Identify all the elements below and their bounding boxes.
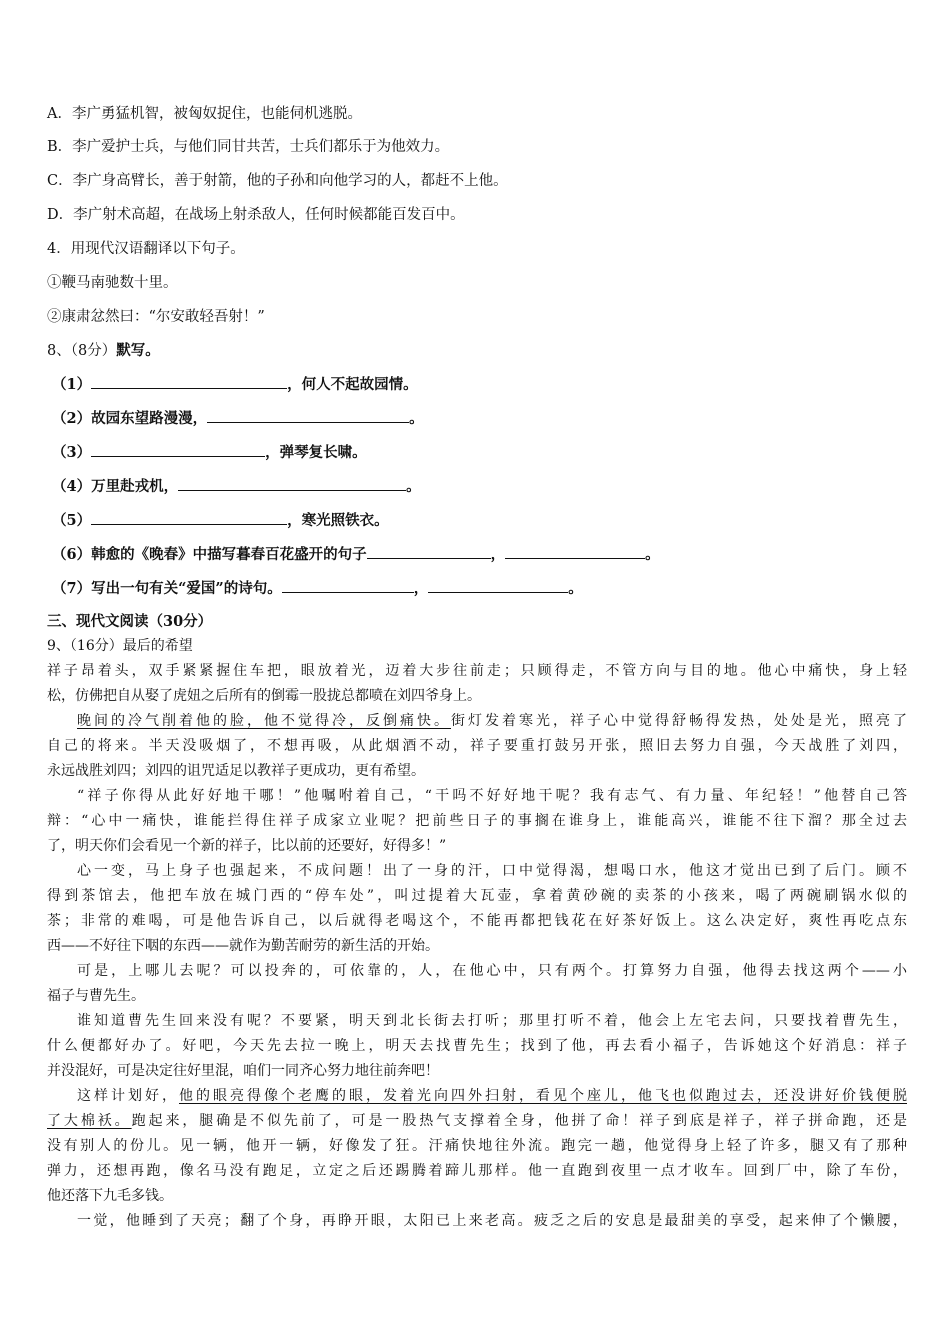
q8-title: 默写。 (116, 342, 160, 359)
q8-line-7 (52, 578, 583, 599)
answer-blank-7b[interactable] (428, 578, 568, 593)
paragraph-line: 一觉，他睡到了天亮；翻了个身，再睁开眼，太阳已上来老高。疲乏之后的安息是最甜美的享受，起来伸了个懒腰， (77, 1213, 907, 1229)
q8-line-4-text: （4）万里赴戎机， (52, 478, 179, 495)
paragraph-line-start: 这样计划好， (77, 1088, 179, 1104)
q4-sentence-2: ②康肃忿然曰：“尔安敢轻吾射！” (47, 309, 265, 325)
paragraph-line: “祥子你得从此好好地干哪！”他嘱咐着自己，“干吗不好好地干呢？我有志气、有力量、年纪轻！”他替自己答 (77, 788, 907, 804)
paragraph-line: 祥子昂着头，双手紧紧握住车把，眼放着光，迈着大步往前走；只顾得走，不管方向与目的地。他心中痛快，身上轻 (47, 663, 907, 679)
paragraph-line: 福子与曹先生。 (47, 988, 145, 1004)
paragraph-line: 辩：“心中一痛快，谁能拦得住祥子成家立业呢？把前些日子的事搁在谁身上，谁能高兴，谁能不往下溜？那全过去 (47, 813, 907, 829)
paragraph-line (47, 1111, 907, 1131)
paragraph-line: 心一变，马上身子也强起来，不成问题！出了一身的汗，口中觉得渴，想喝口水，他这才觉出已到了后门。顾不 (77, 863, 907, 879)
paragraph-line-rest: 跑起来，腿确是不似先前了，可是一股热气支撑着全身，他拼了命！祥子到底是祥子，祥子拼命跑，还是 (131, 1113, 908, 1129)
q8-line-4 (52, 476, 421, 497)
section-3-heading: 三、现代文阅读（30分） (47, 613, 213, 630)
q8-line-2-end: 。 (409, 410, 424, 427)
paragraph-line: 自己的将来。半天没吸烟了，不想再吸，从此烟酒不动，祥子要重打鼓另开张，照旧去努力自强，今天战胜了刘四， (47, 738, 907, 754)
q8-line-6 (52, 544, 660, 565)
paragraph-line: 他还落下九毛多钱。 (47, 1188, 173, 1204)
option-d: D．李广射术高超，在战场上射杀敌人，任何时候都能百发百中。 (47, 207, 465, 223)
answer-blank-5[interactable] (91, 510, 287, 525)
paragraph-line: 得到茶馆去，他把车放在城门西的“停车处”，叫过提着大瓦壶，拿着黄砂碗的卖茶的小孩来，喝了两碗刷锅水似的 (47, 888, 907, 904)
q8-line-5-label: （5） (52, 512, 92, 529)
q8-line-3-label: （3） (52, 444, 92, 461)
q8-line-3 (52, 442, 367, 463)
option-a: A．李广勇猛机智，被匈奴捉住，也能伺机逃脱。 (47, 106, 362, 122)
answer-blank-3[interactable] (91, 442, 265, 457)
answer-blank-4[interactable] (178, 476, 406, 491)
underlined-sentence-2-end: 了大棉袄。 (47, 1113, 132, 1129)
q8-line-1-label: （1） (52, 376, 92, 393)
paragraph-line (77, 1086, 907, 1106)
underlined-sentence-2: 他的眼亮得像个老鹰的眼，发着光向四外扫射，看见个座儿，他飞也似跑过去，还没讲好价钱便脱 (179, 1088, 907, 1104)
paragraph-line: 没有别人的份儿。见一辆，他开一辆，好像发了狂。汗痛快地往外流。跑完一趟，他觉得身上轻了许多，腿又有了那种 (47, 1138, 907, 1154)
paragraph-line: 了，明天你们会看见一个新的祥子，比以前的还要好，好得多！” (47, 838, 447, 854)
paragraph-line: 什么便都好办了。好吧，今天先去拉一晚上，明天去找曹先生；找到了他，再去看小福子，告诉她这个好消息：祥子 (47, 1038, 907, 1054)
paragraph-line-rest: 街灯发着寒光，祥子心中觉得舒畅得发热，处处是光，照亮了 (451, 713, 907, 729)
paragraph-line: 谁知道曹先生回来没有呢？不要紧，明天到北长街去打听；那里打听不着，他会上左宅去问，只要找着曹先生， (77, 1013, 907, 1029)
q9-heading: 9、（16分）最后的希望 (47, 638, 193, 654)
paragraph-line: 茶；非常的难喝，可是他告诉自己，以后就得老喝这个，不能再都把钱花在好茶好饭上。这么决定好，爽性再吃点东 (47, 913, 907, 929)
q8-line-3-text: ，弹琴复长啸。 (265, 444, 367, 461)
option-c: C．李广身高臂长，善于射箭，他的子孙和向他学习的人，都赶不上他。 (47, 173, 508, 189)
paragraph-line: 可是，上哪儿去呢？可以投奔的，可依靠的，人，在他心中，只有两个。打算努力自强，他得去找这两个——小 (77, 963, 907, 979)
q4-sentence-1: ①鞭马南驰数十里。 (47, 275, 178, 291)
q8-line-5-text: ，寒光照铁衣。 (287, 512, 389, 529)
q8-line-1-text: ，何人不起故园情。 (287, 376, 418, 393)
q8-line-6-end: 。 (645, 546, 660, 563)
q8-line-7-end: 。 (568, 580, 583, 597)
q8-number: 8、（8分） (47, 343, 117, 359)
answer-blank-2[interactable] (207, 408, 409, 423)
underlined-sentence-1: 晚间的冷气削着他的脸，他不觉得冷，反倒痛快。 (77, 713, 451, 729)
q8-line-7-comma: ， (413, 580, 429, 597)
q8-line-2-text: （2）故园东望路漫漫， (52, 410, 208, 427)
q8-line-1 (52, 374, 418, 395)
paragraph-line: 弹力，还想再跑，像名马没有跑足，立定之后还踢腾着蹄儿那样。他一直跑到夜里一点才收车。回到厂中，除了车份， (47, 1163, 907, 1179)
q8-line-4-end: 。 (406, 478, 421, 495)
paragraph-line: 并没混好，可是决定往好里混，咱们一同齐心努力地往前奔吧！ (47, 1063, 439, 1079)
q8-line-5 (52, 510, 389, 531)
answer-blank-6b[interactable] (505, 544, 645, 559)
answer-blank-7a[interactable] (282, 578, 414, 593)
option-b: B．李广爱护士兵，与他们同甘共苦，士兵们都乐于为他效力。 (47, 139, 450, 155)
paragraph-line: 松，仿佛把自从娶了虎妞之后所有的倒霉一股拢总都喷在刘四爷身上。 (47, 688, 481, 704)
q8-line-2 (52, 408, 424, 429)
answer-blank-1[interactable] (91, 374, 287, 389)
paragraph-line: 西——不好往下咽的东西——就作为勤苦耐劳的新生活的开始。 (47, 938, 439, 954)
paragraph-line (77, 711, 907, 731)
answer-blank-6a[interactable] (367, 544, 491, 559)
q8-line-6-comma: ， (490, 546, 506, 563)
q8-heading (47, 341, 160, 361)
q8-line-6-text: （6）韩愈的《晚春》中描写暮春百花盛开的句子 (52, 546, 367, 563)
q8-line-7-text: （7）写出一句有关“爱国”的诗句。 (52, 580, 282, 597)
q4-prompt: 4．用现代汉语翻译以下句子。 (47, 241, 245, 257)
paragraph-line: 永远战胜刘四；刘四的诅咒适足以教祥子更成功，更有希望。 (47, 763, 425, 779)
